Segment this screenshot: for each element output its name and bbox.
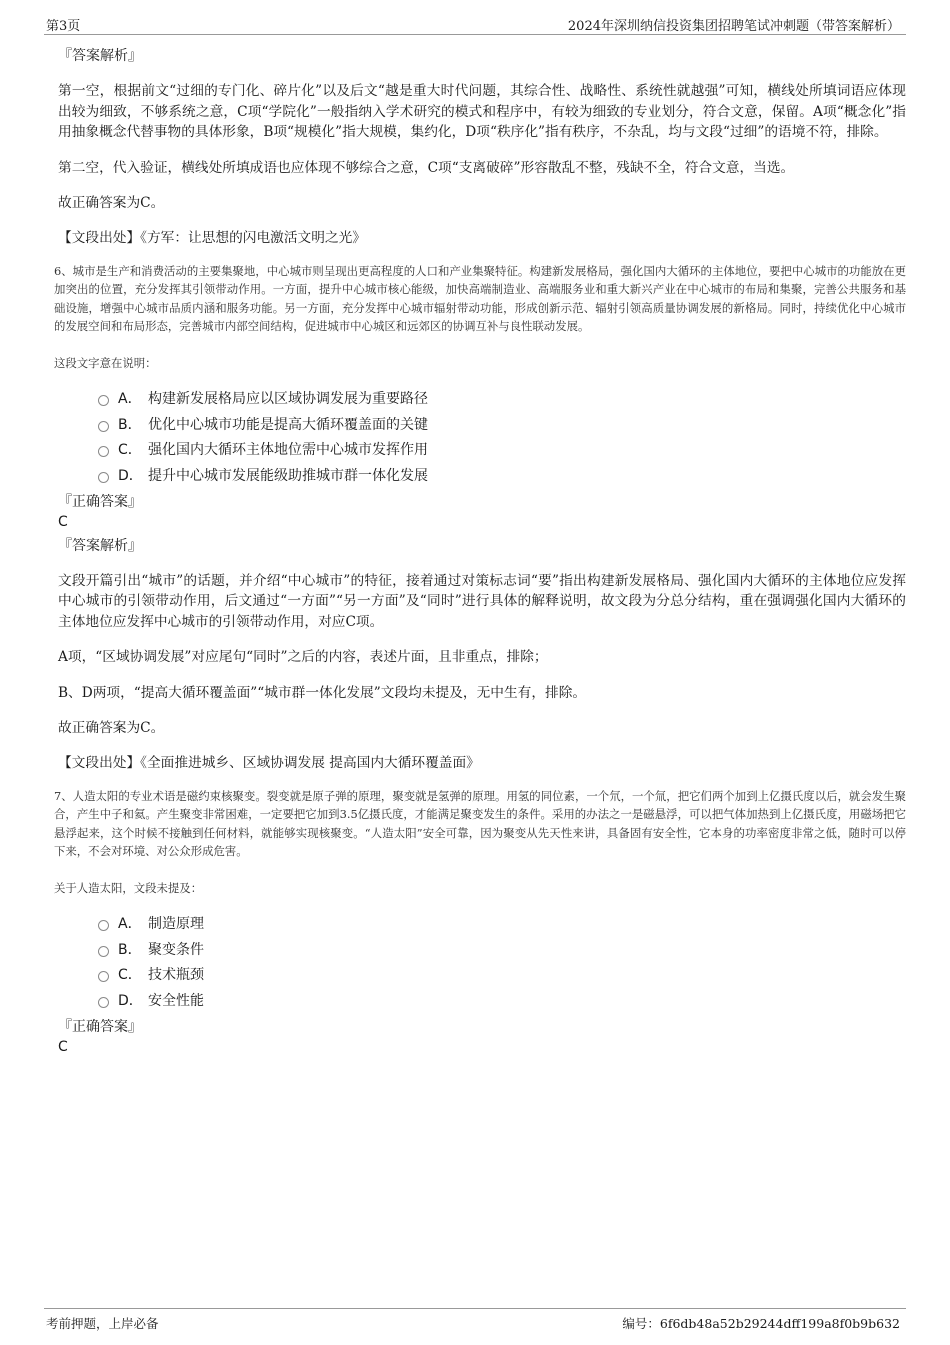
analysis-paragraph: 第一空，根据前文“过细的专门化、碎片化”以及后文“越是重大时代问题，其综合性、战略性、系统性就越强”可知，横线处所填词语应体现出较为细致，不够系统之意，C项“学院化”一般指纳入学术研究的模式和程序中，有较为细致的专业划分，符合文意，保留。A项“概念化”指用抽象概念代替事物的具体形象，B项“规模化”指大规模，集约化，D项“秩序化”指有秩序，不杂乱，均与文段“过细”的语境不符，排除。 — [58, 83, 906, 140]
analysis-paragraph: 第二空，代入验证，横线处所填成语也应体现不够综合之意，C项“支离破碎”形容散乱不整，残缺不全，符合文意，当选。 — [58, 159, 795, 176]
analysis-paragraph: B、D两项，“提高大循环覆盖面”“城市群一体化发展”文段均未提及，无中生有，排除。 — [58, 684, 587, 701]
radio-button[interactable] — [98, 920, 109, 931]
document-id: 编号：6f6db48a52b29244dff199a8f0b9b632 — [622, 1316, 900, 1331]
option-a[interactable] — [98, 911, 906, 937]
radio-button[interactable] — [98, 472, 109, 483]
question-6-text: 6、城市是生产和消费活动的主要集聚地，中心城市则呈现出更高程度的人口和产业集聚特征。构建新发展格局，强化国内大循环的主体地位，要把中心城市的功能放在更加突出的位置，充分发挥其引领带动作用。一方面，提升中心城市核心能级，加快高端制造业、高端服务业和重大新兴产业在中心城市的布局和集聚，完善公共服务和基础设施，增强中心城市品质内涵和服务功能。另一方面，充分发挥中心城市辐射带动功能，形成创新示范、辐射引领高质量协调发展的新格局。同时，持续优化中心城市的发展空间和布局形态，完善城市内部空间结构，促进城市中心城区和远郊区的协调互补与良性联动发展。 — [54, 263, 906, 333]
option-letter: A． — [118, 916, 142, 933]
option-text: 构建新发展格局应以区域协调发展为重要路径 — [148, 391, 428, 408]
radio-button[interactable] — [98, 421, 109, 432]
page-content — [44, 36, 906, 1057]
radio-button[interactable] — [98, 997, 109, 1008]
option-a[interactable] — [98, 386, 906, 412]
option-text: 提升中心城市发展能级助推城市群一体化发展 — [148, 467, 428, 484]
page-header — [44, 12, 906, 35]
radio-button[interactable] — [98, 971, 109, 982]
option-text: 强化国内大循环主体地位需中心城市发挥作用 — [148, 442, 428, 459]
correct-answer: C — [58, 1038, 68, 1055]
page-number: 第3页 — [46, 19, 81, 34]
option-b[interactable] — [98, 936, 906, 962]
footer-slogan: 考前押题，上岸必备 — [46, 1316, 159, 1331]
analysis-paragraph: A项，“区域协调发展”对应尾句“同时”之后的内容，表述片面，且非重点，排除； — [58, 649, 548, 665]
option-letter: C． — [118, 442, 142, 459]
radio-button[interactable] — [98, 395, 109, 406]
option-c[interactable] — [98, 962, 906, 988]
option-letter: D． — [118, 992, 143, 1009]
option-letter: A． — [118, 391, 142, 408]
analysis-label: 『答案解析』 — [58, 48, 142, 64]
question-6-prompt: 这段文字意在说明： — [54, 355, 157, 370]
analysis-conclusion: 故正确答案为C。 — [58, 720, 165, 736]
radio-button[interactable] — [98, 446, 109, 457]
correct-answer-label: 『正确答案』 — [58, 1018, 142, 1035]
correct-answer-label: 『正确答案』 — [58, 493, 142, 510]
option-text: 安全性能 — [148, 992, 204, 1009]
option-d[interactable] — [98, 987, 906, 1013]
option-letter: C． — [118, 967, 142, 984]
option-letter: B． — [118, 416, 142, 433]
question-7-prompt: 关于人造太阳，文段未提及： — [54, 880, 203, 895]
analysis-label: 『答案解析』 — [58, 537, 142, 554]
page-footer — [44, 1308, 906, 1333]
option-letter: B． — [118, 941, 142, 958]
option-d[interactable] — [98, 462, 906, 488]
analysis-conclusion: 故正确答案为C。 — [58, 195, 165, 211]
option-letter: D． — [118, 467, 143, 484]
document-title: 2024年深圳纳信投资集团招聘笔试冲刺题（带答案解析） — [567, 19, 900, 34]
option-text: 聚变条件 — [148, 941, 204, 958]
question-7-options — [98, 911, 906, 1013]
analysis-paragraph: 文段开篇引出“城市”的话题，并介绍“中心城市”的特征，接着通过对策标志词“要”指出构建新发展格局、强化国内大循环的主体地位应发挥中心城市的引领带动作用，后文通过“一方面”“另一方面”及“同时”进行具体的解释说明，故文段为分总分结构，重在强调强化国内大循环的主体地位应发挥中心城市的引领带动作用，对应C项。 — [58, 572, 906, 630]
radio-button[interactable] — [98, 946, 109, 957]
option-text: 技术瓶颈 — [148, 967, 204, 984]
option-text: 优化中心城市功能是提高大循环覆盖面的关键 — [148, 416, 428, 433]
option-text: 制造原理 — [148, 916, 204, 933]
source-citation: 【文段出处】《全面推进城乡、区域协调发展 提高国内大循环覆盖面》 — [58, 754, 480, 771]
option-c[interactable] — [98, 437, 906, 463]
correct-answer: C — [58, 513, 68, 530]
question-7-text: 7、人造太阳的专业术语是磁约束核聚变。裂变就是原子弹的原理，聚变就是氢弹的原理。用氢的同位素，一个氘，一个氚，把它们两个加到上亿摄氏度以后，就会发生聚合，产生中子和氦。产生聚变非常困难，一定要把它加到3.5亿摄氏度，才能满足聚变发生的条件。采用的办法之一是磁悬浮，可以把气体加热到上亿摄氏度，用磁场把它悬浮起来，这个时候不接触到任何材料，就能够实现核聚变。“人造太阳”安全可靠，因为聚变从先天性来讲，具备固有安全性，它本身的功率密度非常之低，随时可以停下来，不会对环境、对公众形成危害。 — [54, 788, 906, 858]
question-6-options — [98, 386, 906, 488]
option-b[interactable] — [98, 411, 906, 437]
source-citation: 【文段出处】《方军：让思想的闪电激活文明之光》 — [58, 229, 366, 246]
